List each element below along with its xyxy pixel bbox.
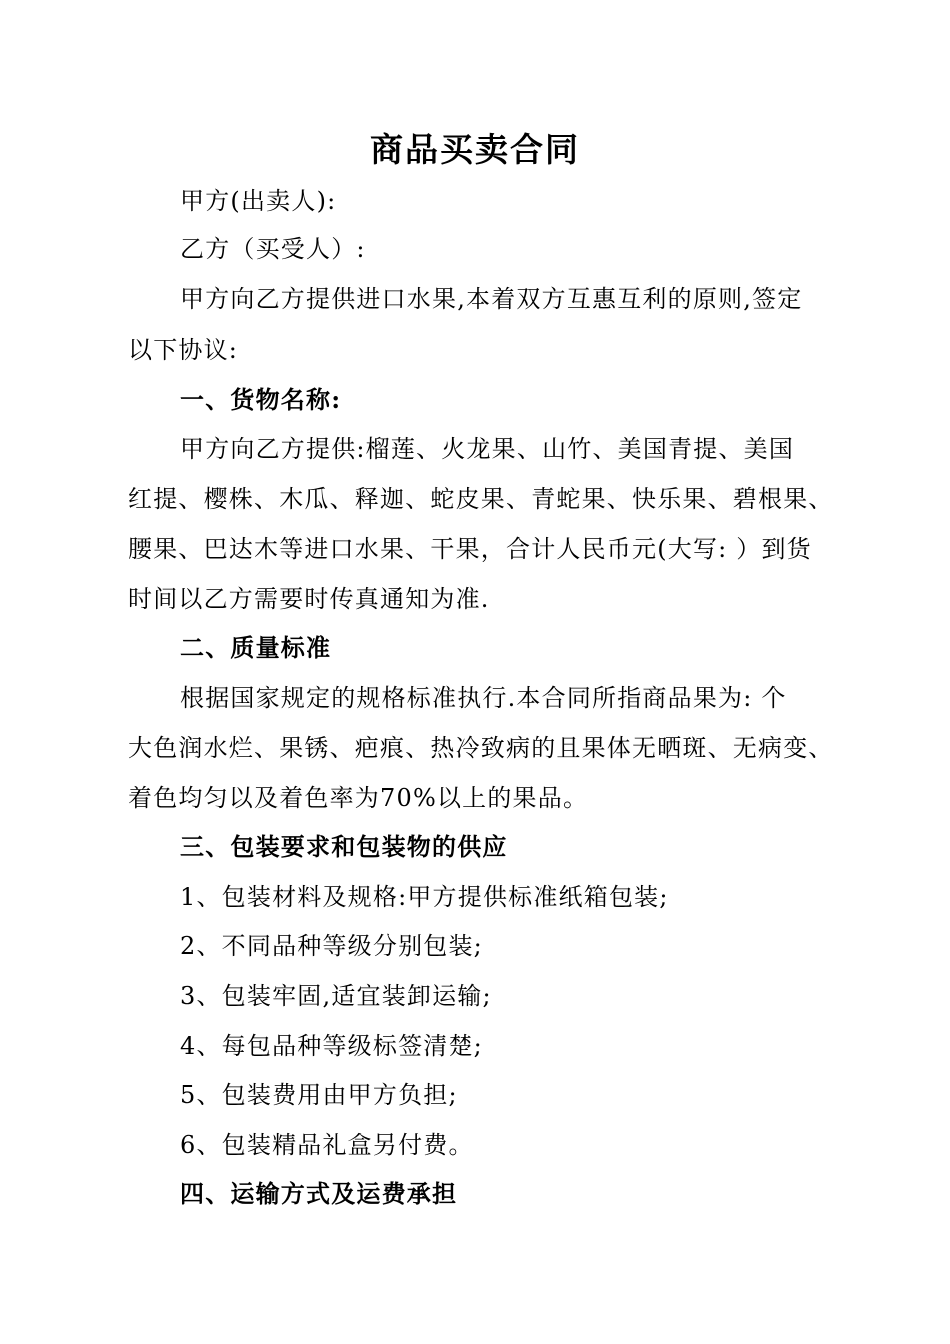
section-heading-packaging: 三、包装要求和包装物的供应 bbox=[180, 832, 508, 861]
packaging-item: 1、包装材料及规格:甲方提供标准纸箱包装; bbox=[180, 883, 669, 911]
preamble-line: 甲方向乙方提供进口水果,本着双方互惠互利的原则,签定 bbox=[180, 285, 803, 313]
quality-line: 大色润水烂、果锈、疤痕、热冷致病的且果体无晒斑、无病变、 bbox=[128, 734, 834, 762]
packaging-item: 3、包装牢固,适宜装卸运输; bbox=[180, 982, 492, 1010]
document-title: 商品买卖合同 bbox=[370, 130, 580, 169]
packaging-item: 6、包装精品礼盒另付费。 bbox=[180, 1131, 474, 1159]
section-heading-goods: 一、货物名称: bbox=[180, 385, 342, 414]
goods-line: 腰果、巴达木等进口水果、干果，合计人民币元(大写: ）到货 bbox=[128, 535, 812, 563]
party-a-line: 甲方(出卖人): bbox=[180, 187, 337, 215]
goods-line: 甲方向乙方提供:榴莲、火龙果、山竹、美国青提、美国 bbox=[180, 435, 795, 463]
packaging-item: 4、每包品种等级标签清楚; bbox=[180, 1032, 483, 1060]
packaging-item: 2、不同品种等级分别包装; bbox=[180, 932, 483, 960]
quality-line: 根据国家规定的规格标准执行.本合同所指商品果为: 个 bbox=[180, 684, 787, 712]
goods-line: 红提、樱株、木瓜、释迦、蛇皮果、青蛇果、快乐果、碧根果、 bbox=[128, 485, 834, 513]
section-heading-transport: 四、运输方式及运费承担 bbox=[180, 1179, 458, 1208]
party-b-line: 乙方（买受人）: bbox=[180, 235, 366, 263]
section-heading-quality: 二、质量标准 bbox=[180, 633, 332, 662]
packaging-item: 5、包装费用由甲方负担; bbox=[180, 1081, 458, 1109]
preamble-line: 以下协议: bbox=[128, 336, 239, 364]
goods-line: 时间以乙方需要时传真通知为准. bbox=[128, 585, 490, 613]
quality-line: 着色均匀以及着色率为70%以上的果品。 bbox=[128, 784, 589, 812]
